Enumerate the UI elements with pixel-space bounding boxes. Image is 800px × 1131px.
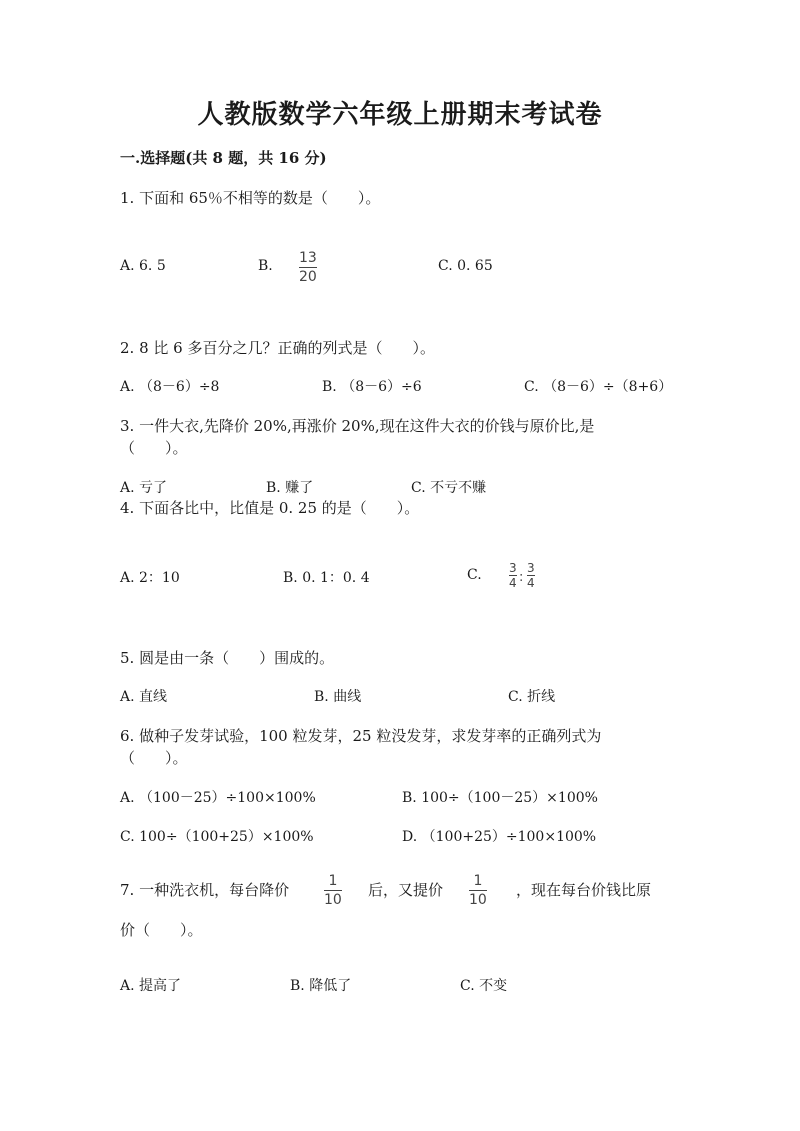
fraction-denominator: 4 xyxy=(527,576,535,590)
question-7-fraction-1 xyxy=(324,874,342,907)
question-1-option-b-label: B. xyxy=(258,258,273,274)
question-4-option-a: A. 2：10 xyxy=(120,570,180,586)
fraction-denominator: 10 xyxy=(324,892,342,908)
question-4-option-c-label: C. xyxy=(467,567,482,583)
question-3-option-a: A. 亏了 xyxy=(120,480,168,496)
fraction-numerator: 1 xyxy=(473,873,483,889)
page-title: 人教版数学六年级上册期末考试卷 xyxy=(197,100,603,130)
fraction-denominator: 20 xyxy=(299,269,317,285)
question-4-option-c-fraction-1 xyxy=(509,562,517,589)
question-3-text-line-2: （ ）。 xyxy=(120,439,188,457)
question-4-option-b: B. 0. 1：0. 4 xyxy=(283,570,370,586)
question-2-option-b: B. （8－6）÷6 xyxy=(322,379,422,395)
question-7-option-c: C. 不变 xyxy=(460,978,508,994)
question-7-text-line-2: 价（ ）。 xyxy=(120,921,203,939)
question-5-option-c: C. 折线 xyxy=(508,689,556,705)
question-6-option-b: B. 100÷（100－25）×100% xyxy=(402,790,598,806)
question-3-text-line-1: 3. 一件大衣,先降价 20%,再涨价 20%,现在这件大衣的价钱与原价比,是 xyxy=(120,417,595,435)
fraction-numerator: 13 xyxy=(299,250,317,266)
question-7-fraction-2 xyxy=(469,874,487,907)
question-5-option-b: B. 曲线 xyxy=(314,689,362,705)
fraction-numerator: 1 xyxy=(328,873,338,889)
question-4-text: 4. 下面各比中，比值是 0. 25 的是（ ）。 xyxy=(120,499,420,517)
question-4-option-c-fraction-2 xyxy=(527,562,535,589)
fraction-numerator: 3 xyxy=(509,561,517,575)
question-3-option-b: B. 赚了 xyxy=(266,480,314,496)
section-heading: 一.选择题(共 8 题，共 16 分) xyxy=(120,149,327,167)
fraction-denominator: 4 xyxy=(509,576,517,590)
fraction-denominator: 10 xyxy=(469,892,487,908)
fraction-numerator: 3 xyxy=(527,561,535,575)
question-7-option-a: A. 提高了 xyxy=(120,978,182,994)
question-2-text: 2. 8 比 6 多百分之几？正确的列式是（ ）。 xyxy=(120,339,435,357)
question-7-text-part-2: 后，又提价 xyxy=(368,881,444,899)
question-3-option-c: C. 不亏不赚 xyxy=(411,480,487,496)
question-1-option-a: A. 6. 5 xyxy=(120,258,166,274)
question-2-option-c: C. （8－6）÷（8+6） xyxy=(524,379,673,395)
question-7-text-part-1: 7. 一种洗衣机，每台降价 xyxy=(120,881,290,899)
ratio-colon: : xyxy=(519,570,524,585)
question-1-option-b-fraction xyxy=(299,251,317,284)
question-6-option-c: C. 100÷（100+25）×100% xyxy=(120,829,314,845)
question-1-option-c: C. 0. 65 xyxy=(438,258,493,274)
question-5-text: 5. 圆是由一条（ ）围成的。 xyxy=(120,649,335,667)
question-6-option-a: A. （100－25）÷100×100% xyxy=(120,790,316,806)
question-7-option-b: B. 降低了 xyxy=(290,978,352,994)
question-6-text-line-1: 6. 做种子发芽试验，100 粒发芽，25 粒没发芽，求发芽率的正确列式为 xyxy=(120,727,602,745)
question-7-text-part-3: ，现在每台价钱比原 xyxy=(516,881,652,899)
question-6-text-line-2: （ ）。 xyxy=(120,749,188,767)
question-1-text: 1. 下面和 65％不相等的数是（ ）。 xyxy=(120,189,381,207)
question-2-option-a: A. （8－6）÷8 xyxy=(120,379,220,395)
question-6-option-d: D. （100+25）÷100×100% xyxy=(402,829,597,845)
question-5-option-a: A. 直线 xyxy=(120,689,168,705)
